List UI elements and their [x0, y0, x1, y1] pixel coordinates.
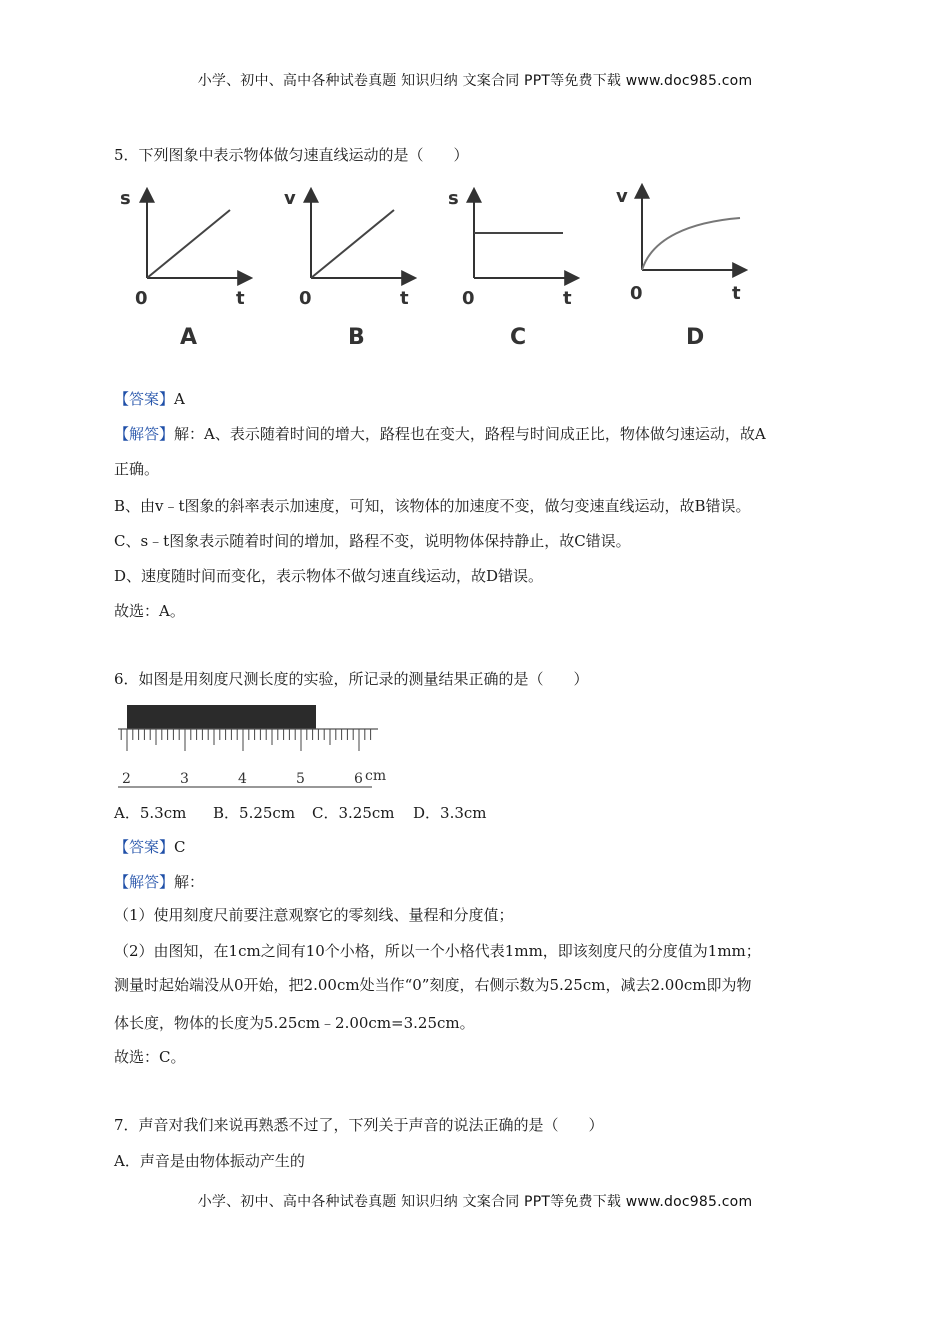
q6-explain-line-4: 体长度，物体的长度为5.25cm﹣2.00cm=3.25cm。: [114, 1014, 475, 1032]
ruler-label-6: 6: [354, 771, 363, 787]
graph-c-label: C: [510, 325, 527, 350]
q6-option-c: C．3.25cm: [312, 804, 395, 822]
graph-a-yaxis: s: [120, 188, 131, 209]
ruler-label-5: 5: [296, 771, 305, 787]
answer-value: C: [174, 838, 186, 856]
ruler-label-4: 4: [238, 771, 247, 787]
q6-explain-line-3: 测量时起始端没从0开始，把2.00cm处当作“0”刻度，右侧示数为5.25cm，减去2.00cm即为物: [114, 976, 752, 994]
explain-tag: 【解答】: [114, 425, 175, 443]
graph-d-yaxis: v: [616, 186, 628, 207]
ruler-label-2: 2: [122, 771, 131, 787]
graph-d-origin: 0: [630, 283, 643, 304]
q5-answer: [114, 388, 185, 410]
q5-explain-line-1: 【解答】解：A、表示随着时间的增大，路程也在变大，路程与时间成正比，物体做匀速运动，故A: [114, 425, 766, 443]
explain-tag: 【解答】: [114, 873, 175, 891]
q6-explain-line-2: （2）由图知，在1cm之间有10个小格，所以一个小格代表1mm，即该刻度尺的分度值为1mm；: [114, 942, 761, 960]
graph-a: [120, 188, 250, 350]
page-header: 小学、初中、高中各种试卷真题 知识归纳 文案合同 PPT等免费下载 www.doc985.com: [197, 73, 753, 89]
q6-ruler-figure: [110, 700, 410, 795]
q6-option-b: B．5.25cm: [213, 804, 296, 822]
answer-tag: 【答案】: [114, 838, 175, 856]
q6-options: [114, 802, 487, 824]
q6-option-a: A．5.3cm: [114, 804, 187, 822]
q6-explain-line-5: 故选：C。: [114, 1048, 186, 1066]
graph-a-origin: 0: [135, 288, 148, 309]
ruler-ticks: [121, 729, 370, 751]
ruler-unit: cm: [365, 768, 387, 784]
graph-b-line: [311, 210, 394, 278]
graph-c-yaxis: s: [448, 188, 459, 209]
graph-b-origin: 0: [299, 288, 312, 309]
q5-explain-line-5: D、速度随时间而变化，表示物体不做匀速直线运动，故D错误。: [114, 567, 544, 585]
q5-explain-line-4: C、s﹣t图象表示随着时间的增加，路程不变，说明物体保持静止，故C错误。: [114, 532, 631, 550]
answer-value: A: [174, 390, 185, 408]
graph-d: [616, 186, 745, 350]
q6-explain-line-1: （1）使用刻度尺前要注意观察它的零刻线、量程和分度值；: [114, 906, 514, 924]
graph-c-xaxis: t: [563, 288, 572, 309]
q6-option-d: D．3.3cm: [413, 804, 487, 822]
graph-d-curve: [642, 218, 740, 270]
ruler-label-3: 3: [180, 771, 189, 787]
q7-option-a: A．声音是由物体振动产生的: [114, 1152, 305, 1170]
graph-b-yaxis: v: [284, 188, 296, 209]
q5-explain-line-6: 故选：A。: [114, 602, 185, 620]
graph-b-label: B: [348, 325, 365, 350]
graph-d-xaxis: t: [732, 283, 741, 304]
q5-question: 5．下列图象中表示物体做匀速直线运动的是（ ）: [114, 146, 469, 164]
measured-object: [127, 705, 316, 729]
answer-tag: 【答案】: [114, 390, 175, 408]
graph-a-label: A: [180, 325, 198, 350]
q5-graphs: [0, 178, 950, 378]
graph-a-line: [147, 210, 230, 278]
graph-a-xaxis: t: [236, 288, 245, 309]
q7-question: 7．声音对我们来说再熟悉不过了，下列关于声音的说法正确的是（ ）: [114, 1116, 604, 1134]
graph-c: [448, 188, 577, 350]
page-footer: 小学、初中、高中各种试卷真题 知识归纳 文案合同 PPT等免费下载 www.doc985.com: [197, 1194, 753, 1210]
q5-explain-line-2: 正确。: [114, 460, 160, 478]
q6-answer: [114, 836, 186, 858]
q6-question: 6．如图是用刻度尺测长度的实验，所记录的测量结果正确的是（ ）: [114, 670, 589, 688]
q5-explain-line-3: B、由v﹣t图象的斜率表示加速度，可知，该物体的加速度不变，做匀变速直线运动，故B错误。: [114, 497, 751, 515]
graph-b-xaxis: t: [400, 288, 409, 309]
graph-c-origin: 0: [462, 288, 475, 309]
q6-explain-head: 【解答】解：: [114, 873, 205, 891]
graph-d-label: D: [686, 325, 705, 350]
graph-b: [284, 188, 414, 350]
